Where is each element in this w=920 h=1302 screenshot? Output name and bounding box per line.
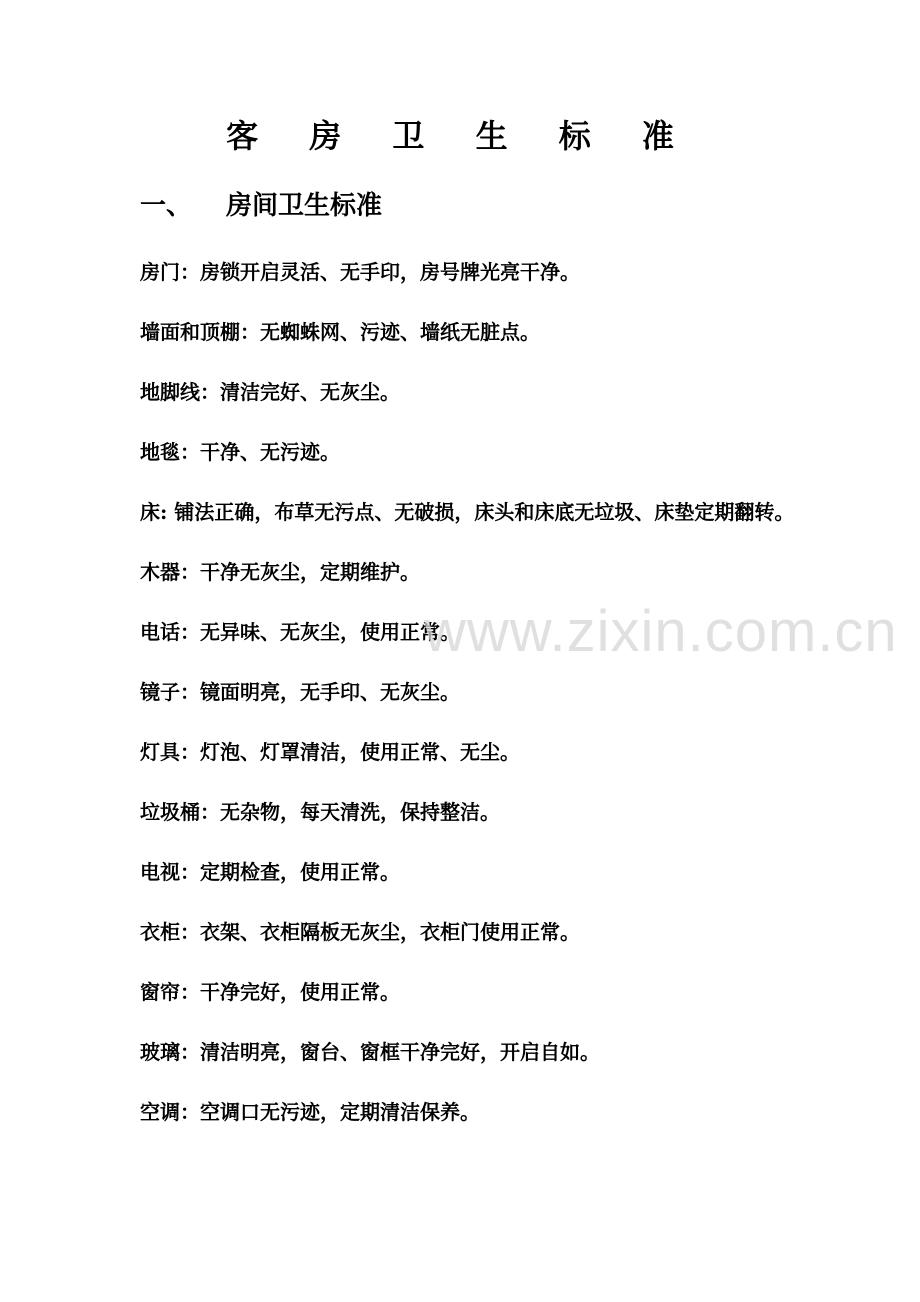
- item-text: 灯泡、灯罩清洁，使用正常、无尘。: [200, 740, 520, 764]
- item-text: 无异味、无灰尘，使用正常。: [200, 620, 460, 644]
- standards-list: [140, 250, 800, 1150]
- item-text: 干净、无污迹。: [200, 440, 340, 464]
- item-label: 电话：: [140, 620, 200, 644]
- item-label: 窗帘：: [140, 980, 200, 1004]
- standard-item-lighting: [140, 730, 800, 774]
- item-label: 地毯：: [140, 440, 200, 464]
- standard-item-bed: [140, 490, 800, 534]
- section-number: 一、: [140, 191, 193, 221]
- item-label: 木器：: [140, 560, 200, 584]
- item-label: 房门：: [140, 260, 200, 284]
- watermark-text: www.zixin.com.cn: [424, 599, 898, 664]
- item-text: 干净完好，使用正常。: [200, 980, 400, 1004]
- item-text: 干净无灰尘，定期维护。: [200, 560, 420, 584]
- item-label: 空调：: [140, 1100, 200, 1124]
- item-text: 无杂物，每天清洗，保持整洁。: [220, 800, 500, 824]
- standard-item-curtains: [140, 970, 800, 1014]
- standard-item-wardrobe: [140, 910, 800, 954]
- item-text: 房锁开启灵活、无手印，房号牌光亮干净。: [200, 260, 580, 284]
- item-text: 定期检查，使用正常。: [200, 860, 400, 884]
- item-text: 空调口无污迹，定期清洁保养。: [200, 1100, 480, 1124]
- standard-item-woodwork: [140, 550, 800, 594]
- item-text: 清洁明亮，窗台、窗框干净完好，开启自如。: [200, 1040, 600, 1064]
- document-title: 客 房 卫 生 标 准: [226, 117, 694, 155]
- item-label: 垃圾桶：: [140, 800, 220, 824]
- item-label: 地脚线：: [140, 380, 220, 404]
- item-label: 电视：: [140, 860, 200, 884]
- item-label: 镜子：: [140, 680, 200, 704]
- section-title: 房间卫生标准: [226, 191, 383, 221]
- standard-item-baseboard: [140, 370, 800, 414]
- item-label: 玻璃：: [140, 1040, 200, 1064]
- item-text: 镜面明亮，无手印、无灰尘。: [200, 680, 460, 704]
- standard-item-television: [140, 850, 800, 894]
- section-heading: [140, 184, 382, 228]
- item-text: 铺法正确，布草无污点、无破损，床头和床底无垃圾、床垫定期翻转。: [167, 500, 795, 524]
- standard-item-walls-ceiling: [140, 310, 800, 354]
- standard-item-mirror: [140, 670, 800, 714]
- item-text: 衣架、衣柜隔板无灰尘，衣柜门使用正常。: [200, 920, 580, 944]
- standard-item-carpet: [140, 430, 800, 474]
- standard-item-glass: [140, 1030, 800, 1074]
- item-label: 床:: [140, 500, 168, 524]
- item-text: 无蜘蛛网、污迹、墙纸无脏点。: [260, 320, 540, 344]
- item-text: 清洁完好、无灰尘。: [220, 380, 400, 404]
- item-label: 墙面和顶棚：: [140, 320, 260, 344]
- standard-item-door: [140, 250, 800, 294]
- item-label: 灯具：: [140, 740, 200, 764]
- item-label: 衣柜：: [140, 920, 200, 944]
- standard-item-air-conditioner: [140, 1090, 800, 1134]
- standard-item-trash-bin: [140, 790, 800, 834]
